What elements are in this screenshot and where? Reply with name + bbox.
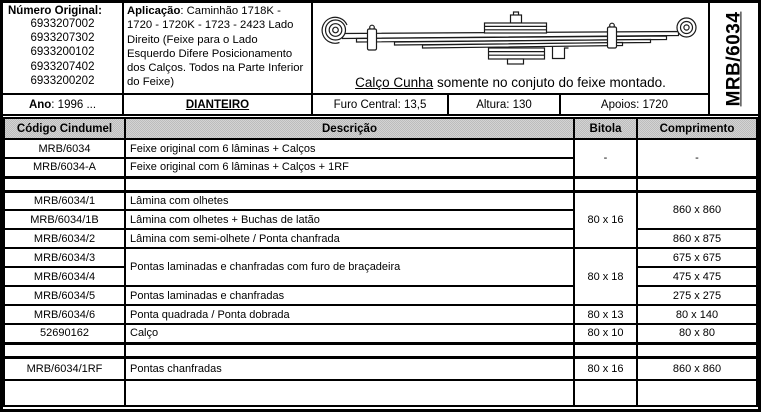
col-header-bitola: Bitola: [574, 118, 637, 139]
codigo-cell: 52690162: [4, 324, 125, 343]
numero-original-item: 6933207002: [30, 18, 95, 30]
posicao-cell: DIANTEIRO: [124, 95, 313, 114]
codigo-cell: MRB/6034-A: [4, 158, 125, 177]
col-header-comprimento: Comprimento: [637, 118, 757, 139]
descricao-cell: [125, 343, 574, 357]
comprimento-cell: 860 x 860: [637, 191, 757, 229]
bitola-cell: [574, 380, 637, 406]
bitola-cell: 80 x 10: [574, 324, 637, 343]
comprimento-cell: 275 x 275: [637, 286, 757, 305]
codigo-cell: MRB/6034/3: [4, 248, 125, 267]
table-row: [4, 248, 757, 267]
parts-table: [3, 117, 758, 407]
caption-highlight: Calço Cunha: [355, 75, 434, 90]
descricao-cell: Pontas laminadas e chanfradas: [125, 286, 574, 305]
descricao-cell: Calço: [125, 324, 574, 343]
comprimento-cell: [637, 380, 757, 406]
table-row: [4, 305, 757, 324]
table-row: [4, 191, 757, 210]
numero-original-item: 6933200202: [30, 74, 95, 87]
ano-value: : 1996 ...: [51, 98, 97, 111]
descricao-cell: [125, 177, 574, 191]
spring-drawing-cell: [313, 3, 710, 93]
altura-cell: Altura: 130: [449, 95, 561, 114]
ano-label: Ano: [28, 98, 52, 111]
aplicacao-text: : Caminhão 1718K - 1720 - 1720K - 1723 - 2423 Lado Direito (Feixe para o Lado Esquerdo Difere Posicionamento dos Calços. Todos na Parte Inferior do Feixe): [127, 5, 304, 89]
table-row: [4, 324, 757, 343]
numero-original-item: 6933207402: [30, 60, 95, 73]
codigo-cell: [4, 380, 125, 406]
codigo-cell: MRB/6034/2: [4, 229, 125, 248]
descricao-cell: Lâmina com olhetes: [125, 191, 574, 210]
comprimento-cell: 860 x 860: [637, 357, 757, 380]
descricao-cell: Lâmina com semi-olhete / Ponta chanfrada: [125, 229, 574, 248]
codigo-cell: [4, 177, 125, 191]
table-header-row: [4, 118, 757, 139]
codigo-cell: MRB/6034/6: [4, 305, 125, 324]
table-row-empty: [4, 380, 757, 406]
descricao-cell: Feixe original com 6 lâminas + Calços + 1RF: [125, 158, 574, 177]
aplicacao-cell: [124, 3, 313, 93]
table-row: [4, 229, 757, 248]
comprimento-cell: 675 x 675: [637, 248, 757, 267]
codigo-cell: MRB/6034/4: [4, 267, 125, 286]
spec-band: [3, 95, 758, 116]
table-row-empty: [4, 343, 757, 357]
descricao-cell: Pontas laminadas e chanfradas com furo de braçadeira: [125, 248, 574, 286]
part-code-vertical: MRB/6034: [723, 11, 745, 106]
descricao-cell: Lâmina com olhetes + Buchas de latão: [125, 210, 574, 229]
apoios-cell: Apoios: 1720: [561, 95, 710, 114]
codigo-cell: MRB/6034/1RF: [4, 357, 125, 380]
descricao-cell: Feixe original com 6 lâminas + Calços: [125, 139, 574, 158]
top-band: [3, 3, 758, 95]
leaf-spring-icon: [313, 3, 708, 65]
numero-original-item: 6933200102: [30, 46, 95, 59]
bitola-cell: [574, 343, 637, 357]
furo-central-cell: Furo Central: 13,5: [313, 95, 449, 114]
numero-original-item: 6933207302: [30, 32, 95, 45]
codigo-cell: [4, 343, 125, 357]
header-section: [3, 3, 758, 116]
col-header-descricao: Descrição: [125, 118, 574, 139]
comprimento-cell: [637, 177, 757, 191]
descricao-cell: Pontas chanfradas: [125, 357, 574, 380]
bitola-cell: 80 x 13: [574, 305, 637, 324]
descricao-cell: [125, 380, 574, 406]
ano-cell: [3, 95, 124, 114]
caption-rest: somente no conjuto do feixe montado.: [433, 75, 666, 90]
drawing-caption: [313, 75, 708, 90]
comprimento-cell: 80 x 140: [637, 305, 757, 324]
comprimento-cell: -: [637, 139, 757, 177]
descricao-cell: Ponta quadrada / Ponta dobrada: [125, 305, 574, 324]
table-row: [4, 357, 757, 380]
bitola-cell: 80 x 16: [574, 191, 637, 248]
aplicacao-label: Aplicação: [127, 5, 181, 17]
codigo-cell: MRB/6034/1B: [4, 210, 125, 229]
numero-original-cell: [3, 3, 124, 93]
bitola-cell: 80 x 18: [574, 248, 637, 305]
table-row-empty: [4, 177, 757, 191]
codigo-cell: MRB/6034/1: [4, 191, 125, 210]
bitola-cell: [574, 177, 637, 191]
codigo-cell: MRB/6034/5: [4, 286, 125, 305]
comprimento-cell: [637, 343, 757, 357]
table-row: [4, 286, 757, 305]
table-row: [4, 139, 757, 158]
part-code-cell: [710, 3, 758, 116]
bitola-cell: -: [574, 139, 637, 177]
bitola-cell: 80 x 16: [574, 357, 637, 380]
codigo-cell: MRB/6034: [4, 139, 125, 158]
col-header-codigo: Código Cindumel: [4, 118, 125, 139]
numero-original-label: Número Original:: [8, 5, 102, 17]
comprimento-cell: 860 x 875: [637, 229, 757, 248]
comprimento-cell: 475 x 475: [637, 267, 757, 286]
comprimento-cell: 80 x 80: [637, 324, 757, 343]
